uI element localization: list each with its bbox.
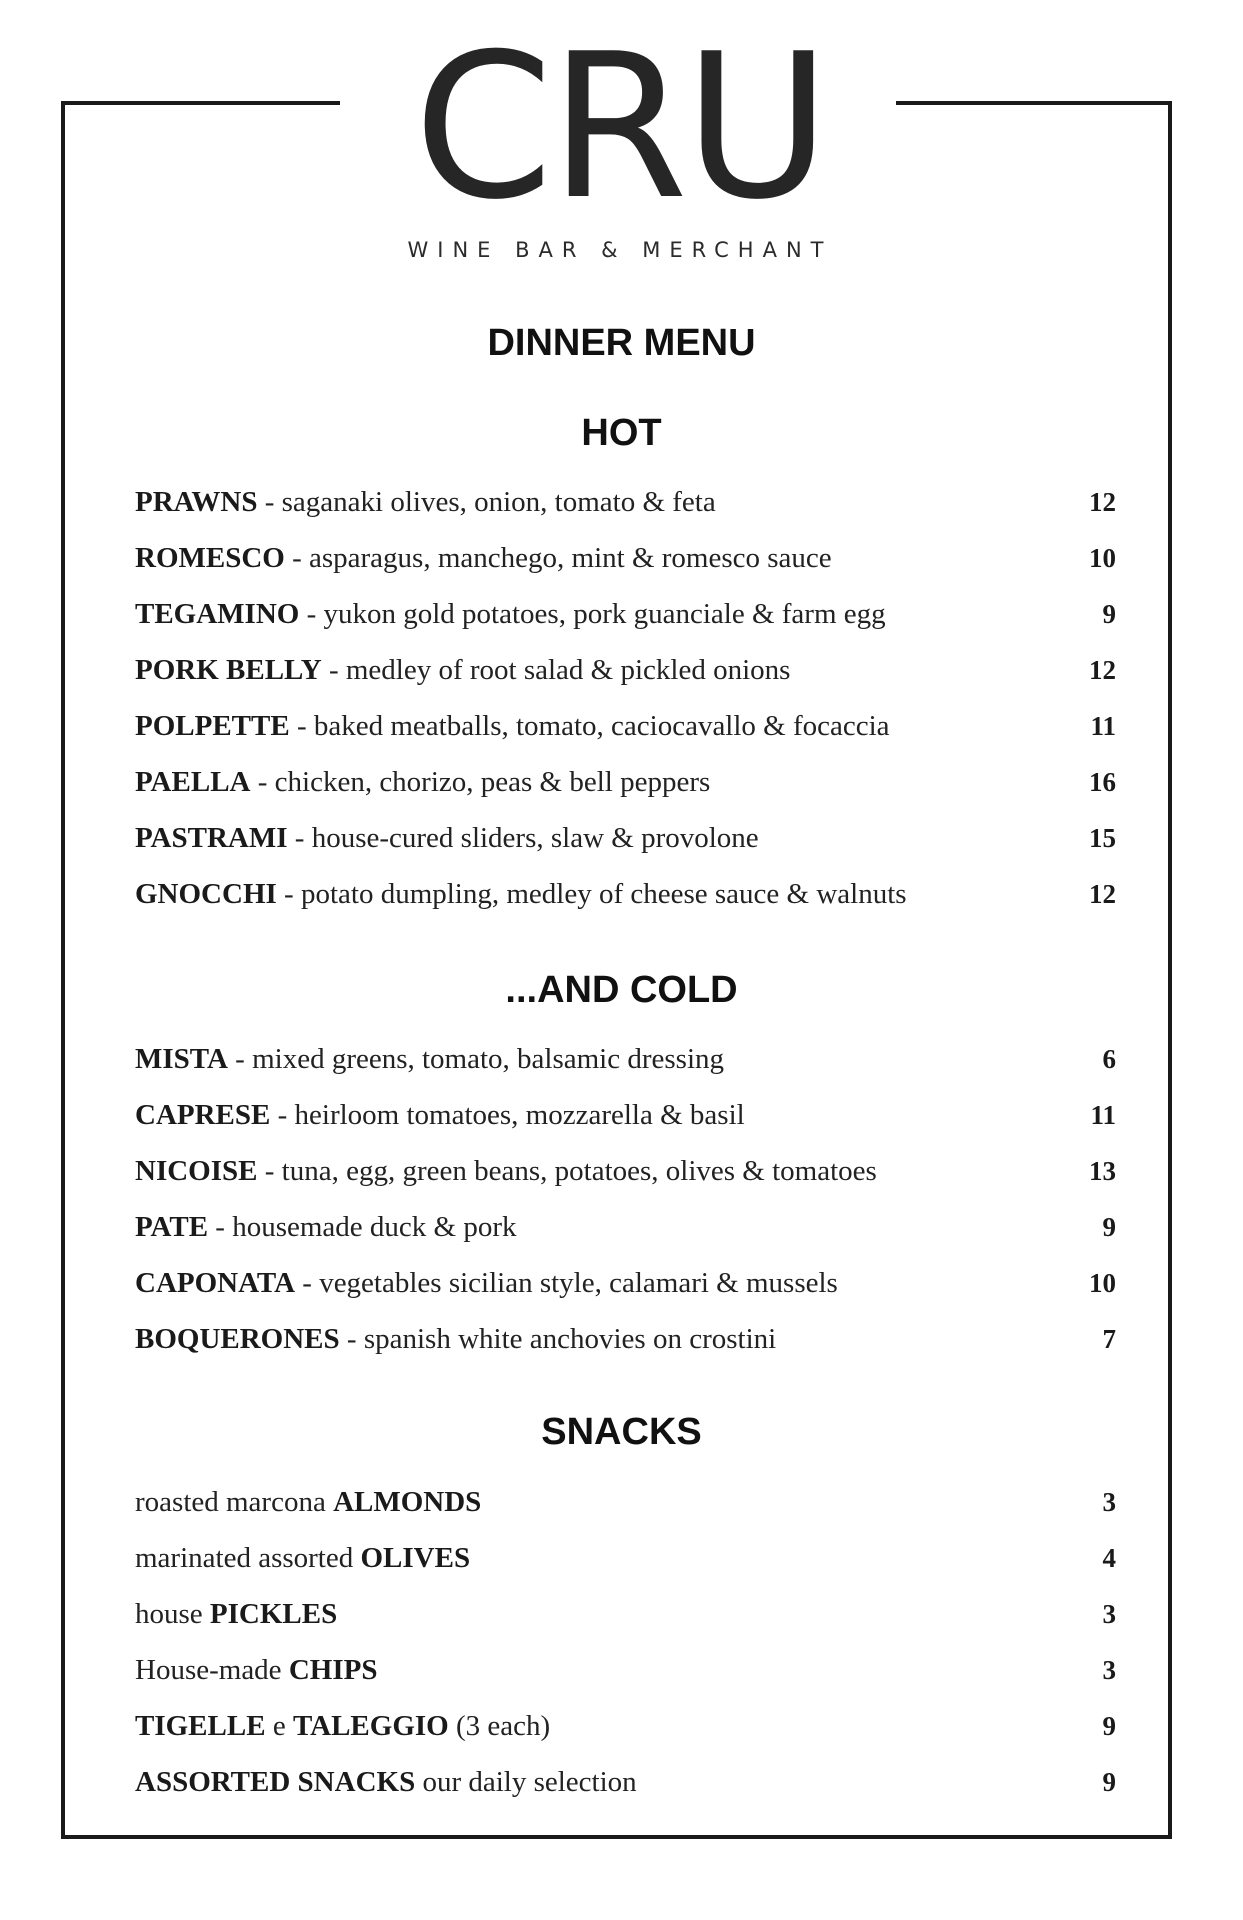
menu-item: [135, 810, 1116, 866]
snacks-items-list: [135, 1474, 1116, 1810]
brand-logo: CRU: [413, 11, 827, 244]
item-text: [135, 710, 890, 743]
item-price: 10: [1089, 542, 1116, 573]
menu-item: [135, 1199, 1116, 1255]
item-price: 16: [1089, 766, 1116, 797]
item-description: - housemade duck & pork: [208, 1210, 517, 1243]
item-text: [135, 1043, 724, 1076]
hot-items-list: [135, 474, 1116, 922]
item-price: 3: [1102, 1654, 1116, 1685]
item-name: CAPRESE: [135, 1098, 271, 1131]
item-price: 15: [1089, 822, 1116, 853]
item-name: MISTA: [135, 1042, 228, 1075]
item-text: [135, 766, 710, 799]
item-description: - house-cured sliders, slaw & provolone: [287, 821, 759, 854]
item-description: - saganaki olives, onion, tomato & feta: [257, 485, 716, 518]
item-name: PAELLA: [135, 765, 251, 798]
item-name-second: TALEGGIO: [292, 1709, 449, 1742]
item-price: 9: [1102, 598, 1116, 629]
item-text: [135, 598, 886, 631]
item-description: - vegetables sicilian style, calamari & mussels: [295, 1266, 838, 1299]
section-heading-snacks: SNACKS: [541, 1411, 702, 1453]
item-name: PICKLES: [209, 1597, 338, 1630]
item-text: [135, 1598, 337, 1631]
item-description: - asparagus, manchego, mint & romesco sauce: [284, 541, 832, 574]
item-price: 11: [1090, 1099, 1116, 1130]
menu-item: [135, 866, 1116, 922]
menu-item: [135, 1642, 1116, 1698]
brand-subtitle: WINE BAR & MERCHANT: [407, 238, 833, 262]
menu-item: [135, 1143, 1116, 1199]
item-price: 9: [1102, 1211, 1116, 1242]
item-price: 11: [1090, 710, 1116, 741]
menu-item: [135, 754, 1116, 810]
item-text: [135, 1542, 470, 1575]
item-name: GNOCCHI: [135, 877, 277, 910]
item-name: OLIVES: [360, 1541, 471, 1574]
item-name: ASSORTED SNACKS: [135, 1765, 416, 1798]
item-text: [135, 1211, 517, 1244]
item-joiner: e: [265, 1709, 293, 1742]
item-prefix: House-made: [135, 1653, 289, 1686]
item-text: [135, 1654, 377, 1687]
item-price: 3: [1102, 1486, 1116, 1517]
item-text: [135, 486, 716, 519]
menu-item: [135, 530, 1116, 586]
item-description: - tuna, egg, green beans, potatoes, olives & tomatoes: [257, 1154, 877, 1187]
item-price: 7: [1102, 1323, 1116, 1354]
item-price: 9: [1102, 1710, 1116, 1741]
item-text: [135, 1267, 838, 1300]
item-suffix: (3 each): [448, 1709, 551, 1742]
item-description: - chicken, chorizo, peas & bell peppers: [250, 765, 711, 798]
menu-item: [135, 1311, 1116, 1367]
menu-item: [135, 1530, 1116, 1586]
item-price: 12: [1089, 654, 1116, 685]
item-text: [135, 654, 790, 687]
item-name: ALMONDS: [333, 1485, 482, 1518]
item-text: [135, 1710, 550, 1743]
item-description: - baked meatballs, tomato, caciocavallo & focaccia: [289, 709, 890, 742]
item-text: [135, 1486, 481, 1519]
menu-title: DINNER MENU: [487, 322, 756, 364]
item-name: PASTRAMI: [135, 821, 288, 854]
item-price: 10: [1089, 1267, 1116, 1298]
item-name: PRAWNS: [135, 485, 258, 518]
item-text: [135, 1766, 637, 1799]
menu-item: [135, 1698, 1116, 1754]
item-price: 9: [1102, 1766, 1116, 1797]
menu-item: [135, 642, 1116, 698]
item-name: POLPETTE: [135, 709, 290, 742]
menu-item: [135, 1586, 1116, 1642]
item-text: [135, 1323, 776, 1356]
item-text: [135, 542, 832, 575]
section-heading-cold: ...AND COLD: [505, 969, 738, 1011]
item-description: - yukon gold potatoes, pork guanciale & farm egg: [299, 597, 886, 630]
item-name: CAPONATA: [135, 1266, 296, 1299]
item-price: 4: [1102, 1542, 1116, 1573]
item-description: - spanish white anchovies on crostini: [339, 1322, 777, 1355]
item-price: 12: [1089, 878, 1116, 909]
item-text: [135, 1099, 745, 1132]
item-price: 13: [1089, 1155, 1116, 1186]
menu-item: [135, 698, 1116, 754]
menu-item: [135, 1031, 1116, 1087]
menu-item: [135, 1474, 1116, 1530]
item-description: - potato dumpling, medley of cheese sauce & walnuts: [276, 877, 907, 910]
item-text: [135, 822, 759, 855]
item-prefix: roasted marcona: [135, 1485, 334, 1518]
item-suffix: our daily selection: [415, 1765, 637, 1798]
menu-item: [135, 1255, 1116, 1311]
item-description: - mixed greens, tomato, balsamic dressing: [227, 1042, 725, 1075]
item-name: TIGELLE: [135, 1709, 266, 1742]
item-name: CHIPS: [288, 1653, 378, 1686]
item-prefix: marinated assorted: [135, 1541, 361, 1574]
item-description: - medley of root salad & pickled onions: [321, 653, 791, 686]
menu-item: [135, 474, 1116, 530]
menu-item: [135, 1754, 1116, 1810]
item-description: - heirloom tomatoes, mozzarella & basil: [270, 1098, 745, 1131]
cold-items-list: [135, 1031, 1116, 1367]
item-name: PATE: [135, 1210, 209, 1243]
item-prefix: house: [135, 1597, 210, 1630]
item-text: [135, 1155, 877, 1188]
item-name: ROMESCO: [135, 541, 285, 574]
item-price: 6: [1102, 1043, 1116, 1074]
item-name: NICOISE: [135, 1154, 258, 1187]
item-name: PORK BELLY: [135, 653, 322, 686]
item-text: [135, 878, 907, 911]
item-name: BOQUERONES: [135, 1322, 340, 1355]
section-heading-hot: HOT: [581, 412, 662, 454]
item-price: 3: [1102, 1598, 1116, 1629]
menu-item: [135, 1087, 1116, 1143]
item-price: 12: [1089, 486, 1116, 517]
menu-item: [135, 586, 1116, 642]
item-name: TEGAMINO: [135, 597, 300, 630]
